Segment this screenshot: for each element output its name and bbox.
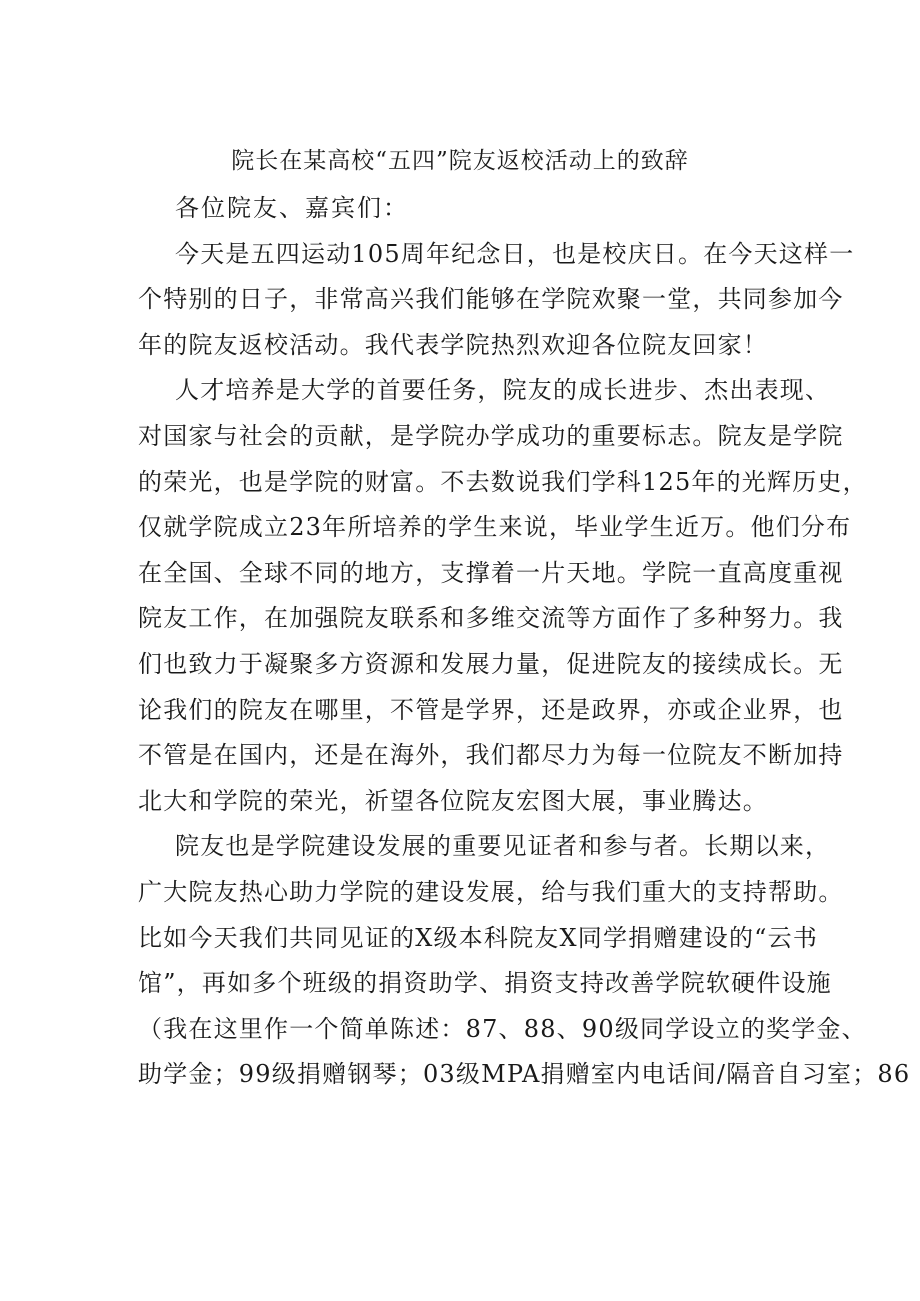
paragraph-line: 人才培养是大学的首要任务，院友的成长进步、杰出表现、 [175,376,831,405]
paragraph-line: 广大院友热心助力学院的建设发展，给与我们重大的支持帮助。 [138,877,844,906]
document-body [138,186,911,1098]
paragraph-line: 院友也是学院建设发展的重要见证者和参与者。长期以来， [175,832,831,861]
paragraph-line: 们也致力于凝聚多方资源和发展力量，促进院友的接续成长。无 [138,649,844,678]
paragraph-line: 北大和学院的荣光，祈望各位院友宏图大展，事业腾达。 [138,786,768,815]
paragraph-2 [138,368,868,824]
paragraph-line: 对国家与社会的贡献，是学院办学成功的重要标志。院友是学院 [138,421,844,450]
paragraph-line: 不管是在国内，还是在海外，我们都尽力为每一位院友不断加持 [138,741,844,770]
paragraph-line: 年的院友返校活动。我代表学院热烈欢迎各位院友回家！ [138,330,768,359]
paragraph-line: 仅就学院成立23年所培养的学生来说，毕业学生近万。他们分布 [138,513,852,542]
paragraph-line: 馆”，再如多个班级的捐资助学、捐资支持改善学院软硬件设施 [138,969,832,998]
paragraph-line: 助学金；99级捐赠钢琴；03级MPA捐赠室内电话间/隔音自习室；86 [138,1060,911,1089]
greeting-line: 各位院友、嘉宾们： [175,194,409,222]
paragraph-3 [138,824,911,1098]
paragraph-line: 论我们的院友在哪里，不管是学界，还是政界，亦或企业界，也 [138,695,844,724]
paragraph-line: （我在这里作一个简单陈述：87、88、90级同学设立的奖学金、 [138,1014,867,1043]
paragraph-line: 的荣光，也是学院的财富。不去数说我们学科125年的光辉历史， [138,467,868,496]
paragraph-line: 比如今天我们共同见证的X级本科院友X同学捐赠建设的“云书 [138,923,819,952]
paragraph-line: 今天是五四运动105周年纪念日，也是校庆日。在今天这样一 [175,239,855,268]
paragraph-line: 个特别的日子，非常高兴我们能够在学院欢聚一堂，共同参加今 [138,285,844,314]
paragraph-1 [138,232,855,369]
paragraph-line: 院友工作，在加强院友联系和多维交流等方面作了多种努力。我 [138,604,844,633]
paragraph-line: 在全国、全球不同的地方，支撑着一片天地。学院一直高度重视 [138,558,844,587]
document-title: 院长在某高校“五四”院友返校活动上的致辞 [231,148,689,174]
